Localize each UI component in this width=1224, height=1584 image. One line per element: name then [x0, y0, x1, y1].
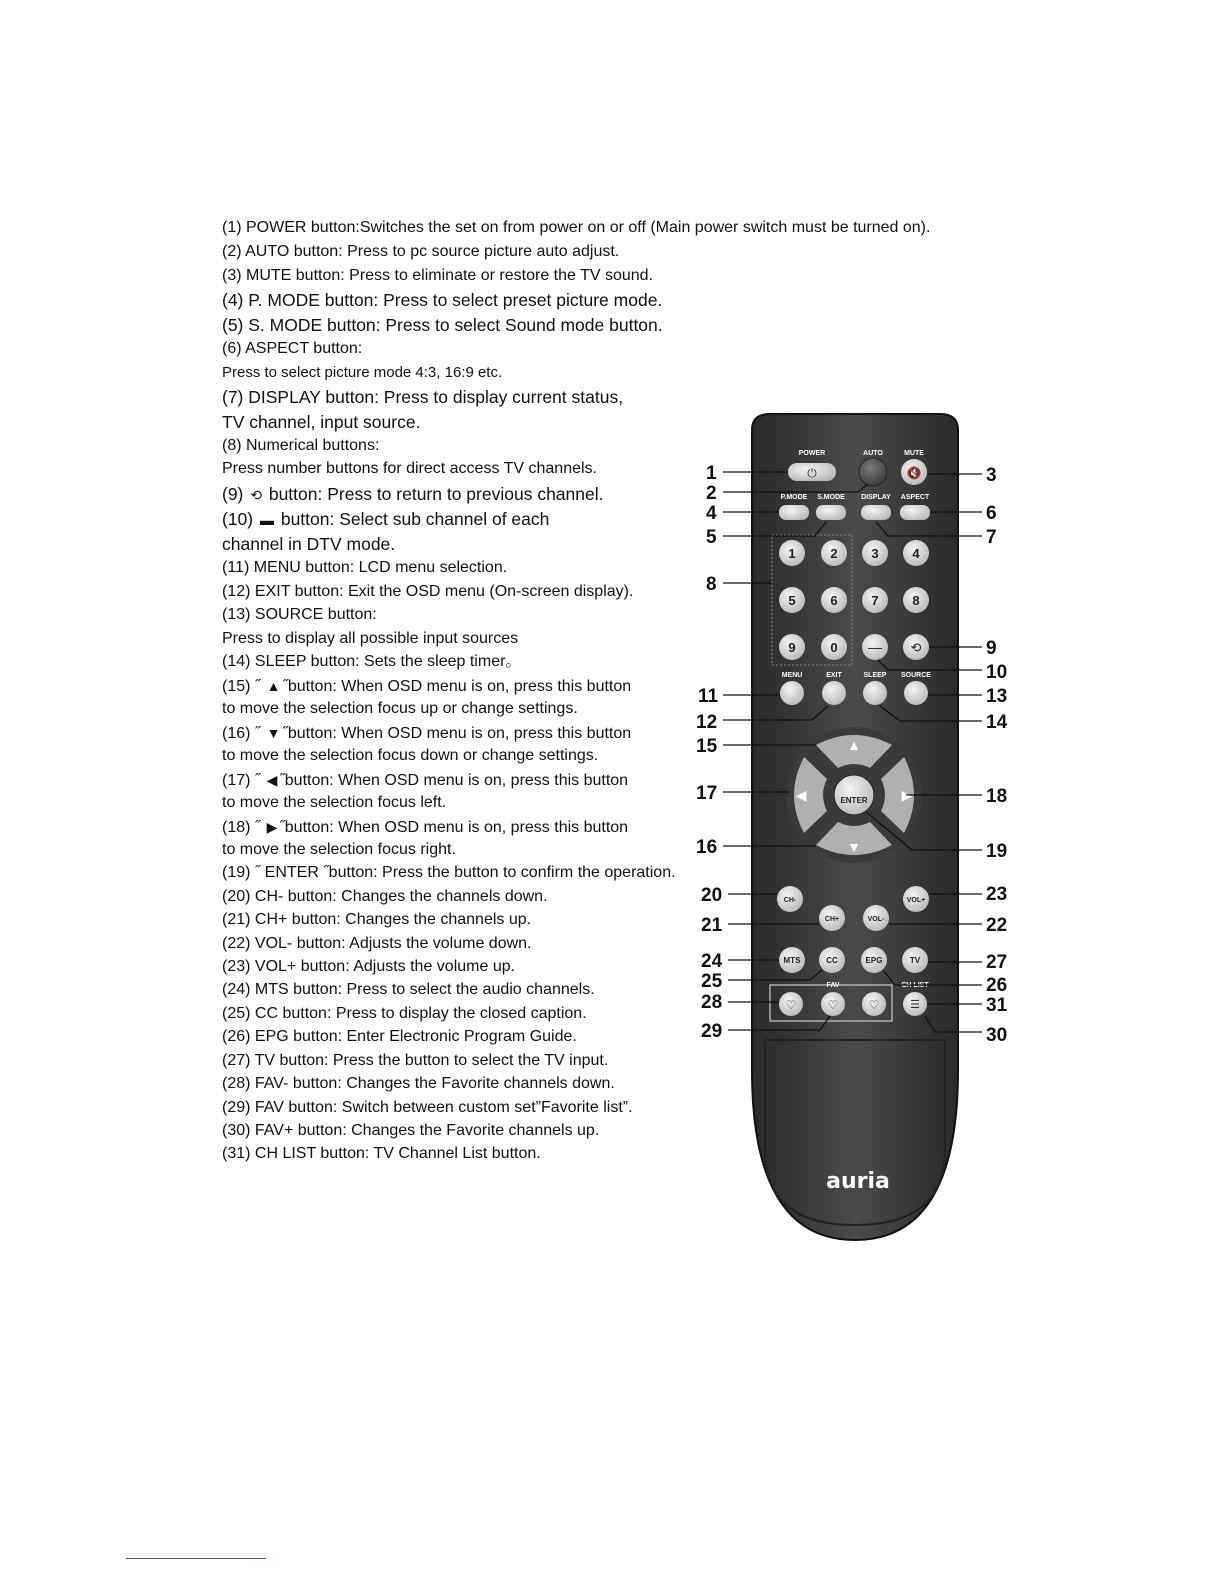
- callout-number: 22: [986, 915, 1008, 936]
- remote-control-diagram: [690, 405, 1030, 1255]
- desc-line: [222, 509, 549, 530]
- desc-line: (26) EPG button: Enter Electronic Program Guide.: [222, 1028, 577, 1045]
- callout-number: 21: [701, 915, 723, 936]
- desc-line: to move the selection focus up or change settings.: [222, 700, 578, 717]
- auto-label: AUTO: [863, 450, 883, 457]
- desc-line: to move the selection focus right.: [222, 841, 456, 858]
- desc-line: (5) S. MODE button: Press to select Sound mode button.: [222, 315, 663, 335]
- callout-number: 7: [986, 527, 997, 548]
- desc-prefix: (15) ˝: [222, 678, 265, 695]
- callout-number: 13: [986, 686, 1008, 707]
- heart-icon: ♡: [827, 998, 839, 1012]
- list-icon: ☰: [910, 999, 920, 1011]
- key-label: 4: [912, 546, 920, 561]
- mute-label: MUTE: [904, 450, 924, 457]
- power-label: POWER: [798, 450, 826, 457]
- callout-number: 8: [706, 574, 717, 595]
- desc-line: (4) P. MODE button: Press to select preset picture mode.: [222, 290, 663, 310]
- auto-button[interactable]: [859, 458, 887, 486]
- desc-line: to move the selection focus left.: [222, 794, 447, 811]
- right-arrow-icon: ▶: [901, 787, 913, 803]
- dash-icon: ▬: [259, 512, 274, 528]
- desc-line: (30) FAV+ button: Changes the Favorite channels up.: [222, 1122, 600, 1139]
- key-label: EPG: [865, 956, 883, 965]
- desc-line: (14) SLEEP button: Sets the sleep timer。: [222, 653, 522, 670]
- desc-line: (13) SOURCE button:: [222, 606, 377, 623]
- callout-number: 2: [706, 483, 717, 504]
- exit-button[interactable]: [822, 681, 846, 705]
- brand-logo: auria: [826, 1169, 890, 1194]
- desc-prefix: (17) ˝: [222, 772, 265, 789]
- desc-line: [222, 817, 628, 838]
- callout-number: 24: [701, 951, 723, 972]
- key-label: CH-: [783, 897, 797, 904]
- callout-number: 6: [986, 503, 997, 524]
- desc-line: (20) CH- button: Changes the channels down.: [222, 888, 548, 905]
- desc-line: to move the selection focus down or change settings.: [222, 747, 599, 764]
- callout-number: 4: [706, 503, 717, 524]
- desc-line: [222, 676, 631, 697]
- left-arrow-icon: ◀: [795, 787, 807, 803]
- desc-line: [222, 770, 628, 791]
- desc-line: (28) FAV- button: Changes the Favorite channels down.: [222, 1075, 615, 1092]
- mute-icon: 🔇: [906, 466, 922, 480]
- desc-line: (21) CH+ button: Changes the channels up.: [222, 911, 532, 928]
- callout-number: 3: [986, 465, 997, 486]
- desc-line: Press number buttons for direct access TV channels.: [222, 460, 597, 477]
- desc-prefix: (16) ˝: [222, 725, 265, 742]
- enter-label: ENTER: [840, 796, 868, 805]
- smode-button[interactable]: [816, 505, 846, 520]
- callout-number: 18: [986, 786, 1008, 807]
- desc-line: (27) TV button: Press the button to select the TV input.: [222, 1052, 609, 1069]
- callout-number: 27: [986, 952, 1008, 973]
- pmode-button[interactable]: [779, 505, 809, 520]
- desc-line: Press to select picture mode 4:3, 16:9 etc.: [222, 364, 503, 381]
- menu-label: MENU: [781, 672, 803, 679]
- down-arrow-icon: ▼: [847, 839, 861, 855]
- key-label: 8: [912, 593, 920, 608]
- desc-line: (1) POWER button:Switches the set on from power on or off (Main power switch must be turned on).: [222, 219, 931, 236]
- desc-suffix: ˝button: When OSD menu is on, press this button: [282, 678, 632, 695]
- callout-number: 31: [986, 995, 1008, 1016]
- sleep-label: SLEEP: [863, 672, 887, 679]
- callout-number: 14: [986, 712, 1008, 733]
- source-button[interactable]: [904, 681, 928, 705]
- left-arrow-icon: ◀: [266, 772, 278, 788]
- previous-channel-icon: ⟲: [910, 640, 922, 655]
- desc-line: (29) FAV button: Switch between custom set”Favorite list”.: [222, 1099, 633, 1116]
- desc-line: [222, 723, 631, 744]
- callout-number: 23: [986, 884, 1008, 905]
- desc-line: (2) AUTO button: Press to pc source picture auto adjust.: [222, 243, 620, 260]
- down-arrow-icon: ▼: [266, 725, 281, 741]
- callout-number: 10: [986, 662, 1008, 683]
- key-label: VOL+: [906, 897, 926, 904]
- display-label: DISPLAY: [861, 494, 891, 501]
- desc-line: (6) ASPECT button:: [222, 340, 363, 357]
- chlist-label: CH LIST: [901, 982, 929, 989]
- desc-line: (23) VOL+ button: Adjusts the volume up.: [222, 958, 516, 975]
- desc-line: [222, 484, 603, 505]
- key-label: 6: [830, 593, 838, 608]
- key-label: VOL-: [867, 916, 885, 923]
- desc-suffix: ˝button: When OSD menu is on, press this button: [279, 819, 629, 836]
- key-label: 2: [830, 546, 838, 561]
- callout-number: 30: [986, 1025, 1008, 1046]
- desc-line: TV channel, input source.: [222, 412, 421, 432]
- sleep-button[interactable]: [863, 681, 887, 705]
- source-label: SOURCE: [901, 672, 931, 679]
- key-label: CH+: [824, 916, 840, 923]
- callout-number: 12: [696, 712, 718, 733]
- key-label: CC: [826, 956, 838, 965]
- desc-line: (19) ˝ ENTER ˝button: Press the button to confirm the operation.: [222, 864, 676, 881]
- desc-prefix: (9): [222, 484, 249, 504]
- up-arrow-icon: ▲: [847, 737, 861, 753]
- callout-number: 11: [698, 686, 719, 707]
- desc-line: (11) MENU button: LCD menu selection.: [222, 559, 508, 576]
- key-label: 9: [788, 640, 796, 655]
- desc-line: (25) CC button: Press to display the closed caption.: [222, 1005, 587, 1022]
- dash-icon: —: [868, 639, 882, 655]
- callout-number: 26: [986, 975, 1008, 996]
- key-label: 7: [871, 593, 879, 608]
- right-arrow-icon: ▶: [266, 819, 278, 835]
- desc-line: (22) VOL- button: Adjusts the volume down.: [222, 935, 532, 952]
- desc-line: (7) DISPLAY button: Press to display current status,: [222, 387, 624, 407]
- callout-number: 29: [701, 1021, 723, 1042]
- power-icon: ⏻: [807, 466, 817, 480]
- callout-number: 20: [701, 885, 723, 906]
- smode-label: S.MODE: [817, 494, 845, 501]
- desc-prefix: (10): [222, 509, 258, 529]
- callout-number: 25: [701, 971, 723, 992]
- pmode-label: P.MODE: [780, 494, 808, 501]
- footnote-rule: [126, 1558, 266, 1559]
- heart-icon: ♡: [868, 998, 880, 1012]
- callout-number: 9: [986, 638, 997, 659]
- desc-suffix: button: Select sub channel of each: [275, 509, 550, 529]
- desc-line: (12) EXIT button: Exit the OSD menu (On-screen display).: [222, 583, 634, 600]
- fav-label: FAV: [826, 982, 840, 989]
- callout-number: 19: [986, 841, 1008, 862]
- aspect-button[interactable]: [900, 505, 930, 520]
- desc-suffix: ˝button: When OSD menu is on, press this button: [282, 725, 632, 742]
- desc-line: (8) Numerical buttons:: [222, 437, 380, 454]
- key-label: TV: [909, 956, 921, 965]
- menu-button[interactable]: [780, 681, 804, 705]
- desc-suffix: ˝button: When OSD menu is on, press this button: [279, 772, 629, 789]
- callout-number: 17: [696, 783, 718, 804]
- key-label: 5: [788, 593, 796, 608]
- key-label: 0: [830, 640, 838, 655]
- desc-prefix: (18) ˝: [222, 819, 265, 836]
- desc-line: (3) MUTE button: Press to eliminate or restore the TV sound.: [222, 267, 653, 284]
- callout-number: 15: [696, 736, 718, 757]
- callout-number: 1: [706, 463, 717, 484]
- up-arrow-icon: ▲: [266, 678, 281, 694]
- exit-label: EXIT: [826, 672, 842, 679]
- desc-line: (24) MTS button: Press to select the audio channels.: [222, 981, 595, 998]
- aspect-label: ASPECT: [900, 494, 930, 501]
- callout-number: 28: [701, 992, 723, 1013]
- key-label: 1: [788, 546, 796, 561]
- desc-line: channel in DTV mode.: [222, 534, 396, 554]
- enter-button[interactable]: [834, 775, 874, 815]
- desc-suffix: button: Press to return to previous channel.: [263, 484, 604, 504]
- desc-line: Press to display all possible input sources: [222, 630, 519, 647]
- previous-channel-icon: ⟲: [250, 487, 262, 503]
- key-label: MTS: [783, 956, 801, 965]
- key-label: 3: [871, 546, 879, 561]
- callout-number: 5: [706, 527, 717, 548]
- callout-number: 16: [696, 837, 718, 858]
- heart-icon: ♡: [785, 998, 797, 1012]
- display-button[interactable]: [861, 505, 891, 520]
- desc-line: (31) CH LIST button: TV Channel List button.: [222, 1145, 541, 1162]
